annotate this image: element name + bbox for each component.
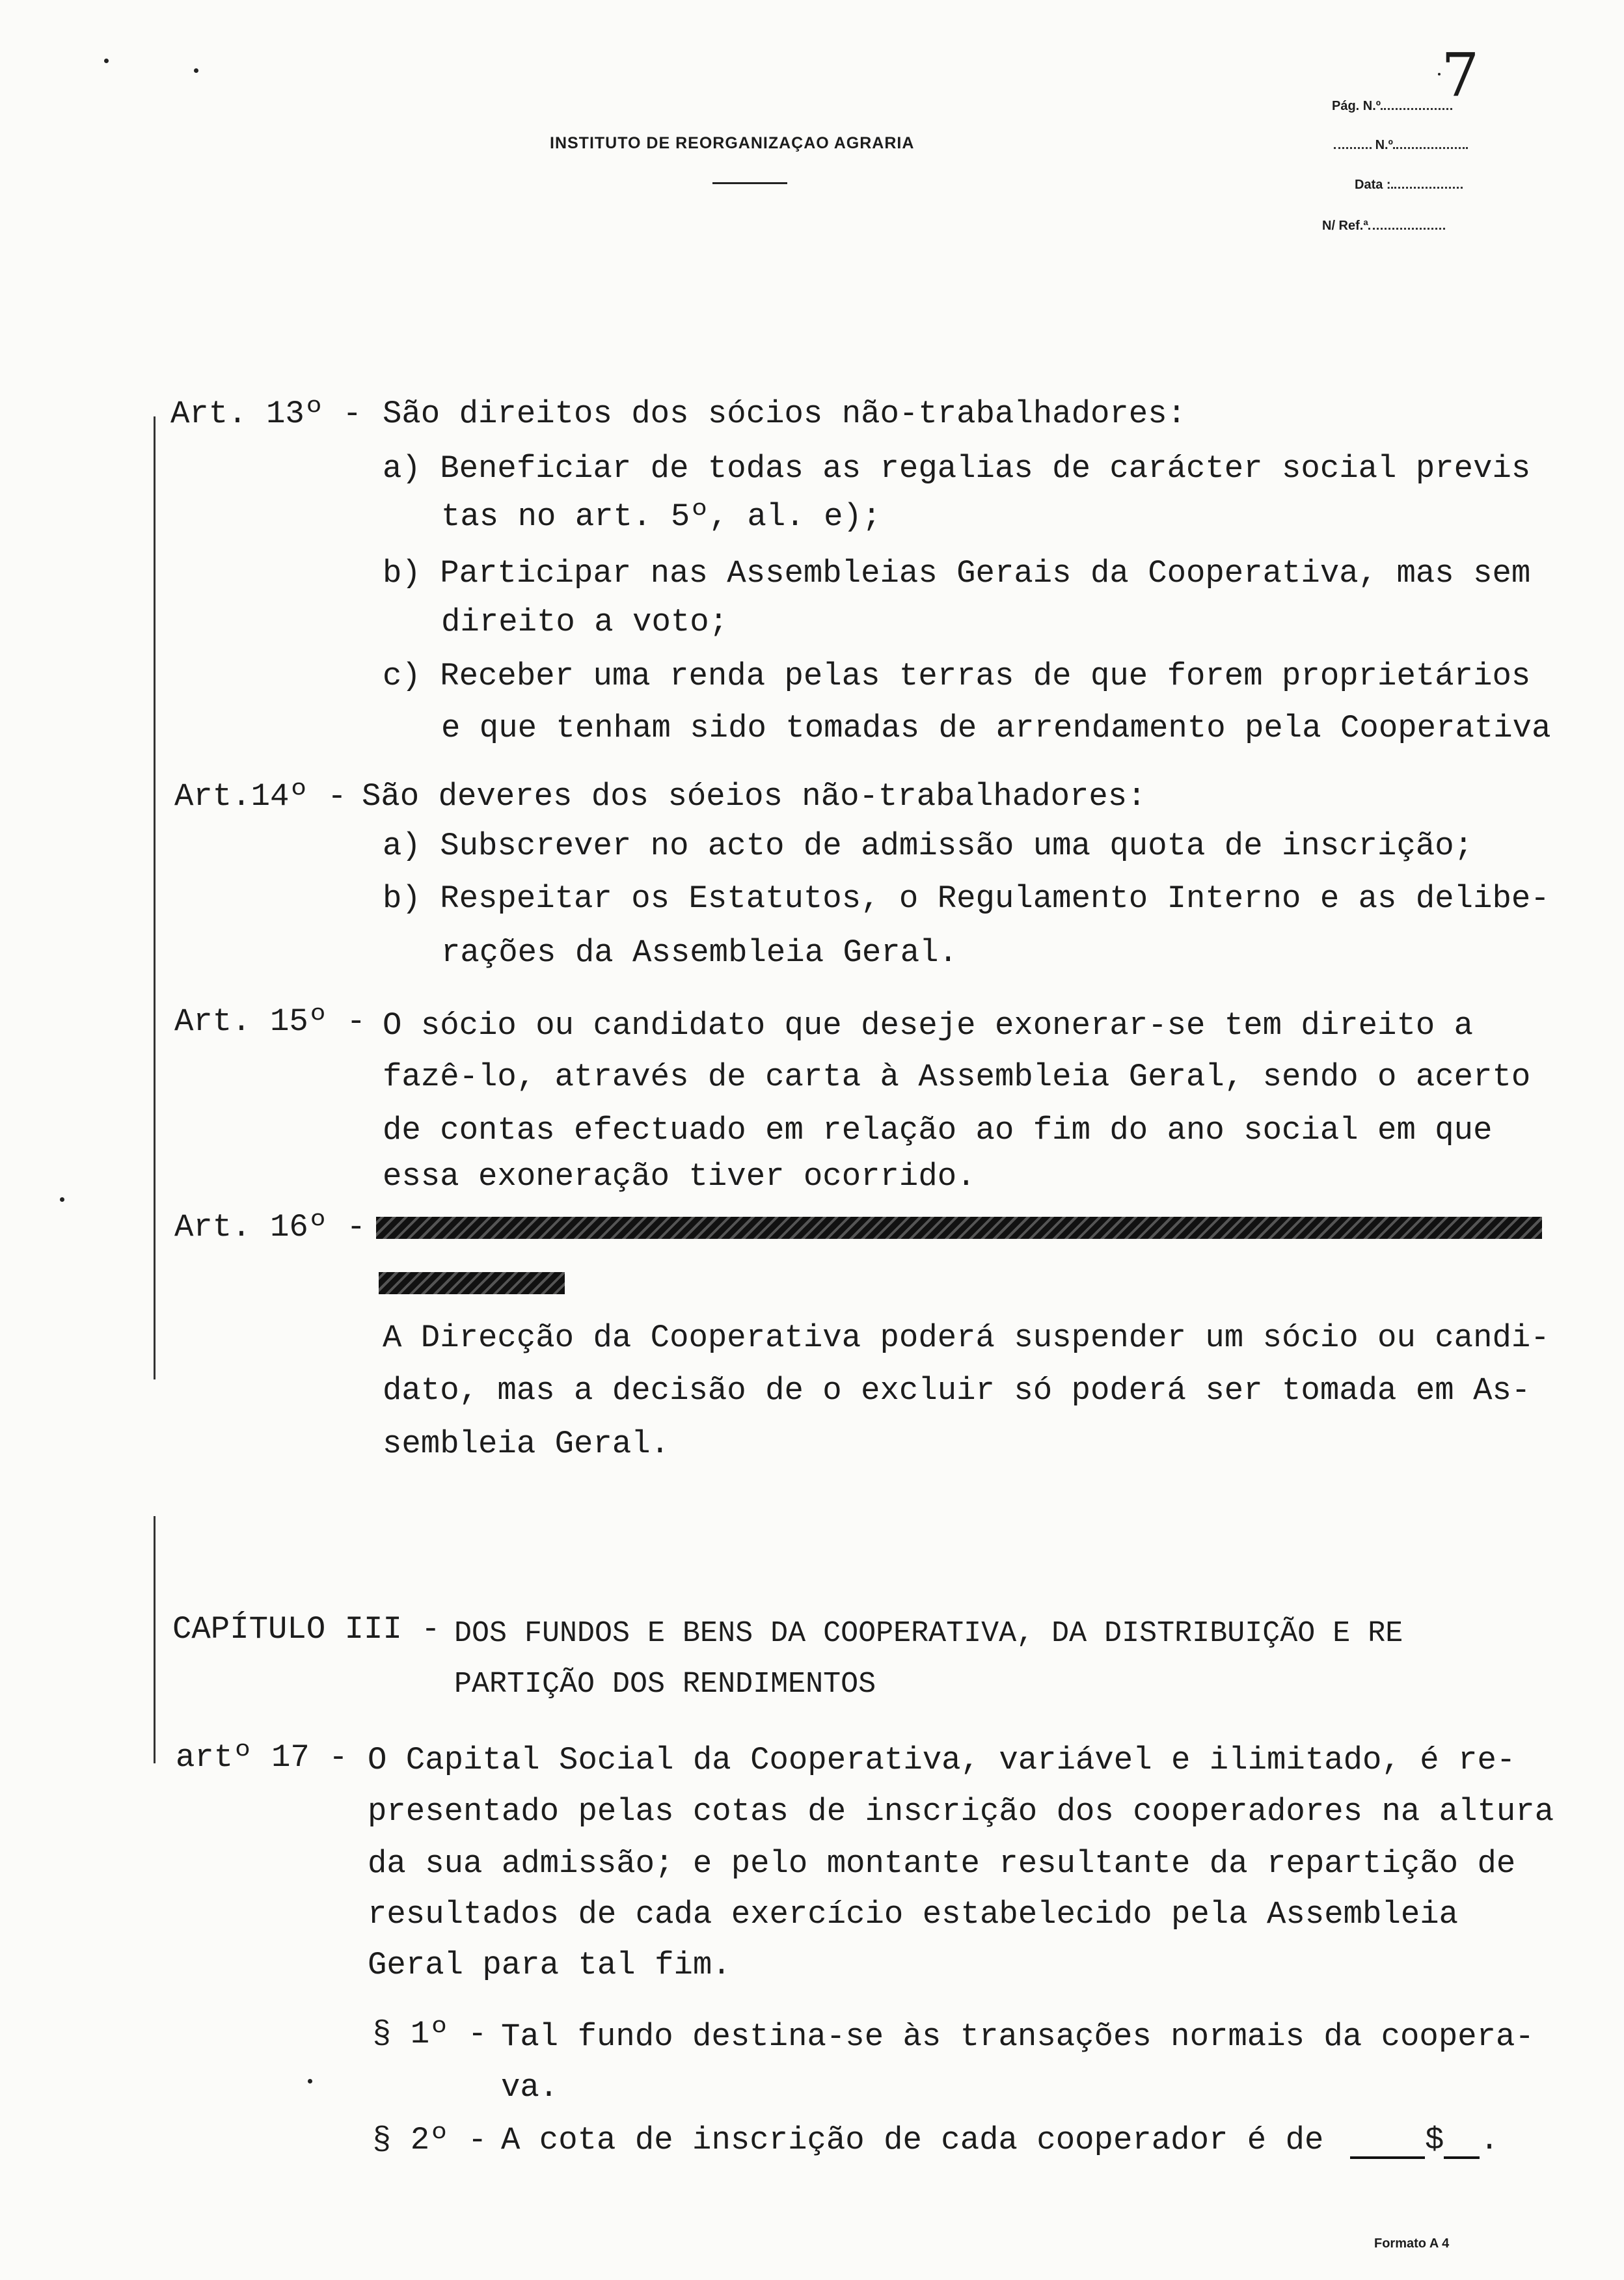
art14-heading: Art.14º - (174, 778, 347, 815)
art17-line2: presentado pelas cotas de inscrição dos cooperadores na altura (368, 1793, 1554, 1830)
art13-b-line2: direito a voto; (441, 604, 729, 640)
art16-heading: Art. 16º - (174, 1209, 366, 1245)
art14-intro: São deveres dos sóeios não-trabalhadores: (362, 778, 1146, 815)
art15-line2: fazê-lo, através de carta à Assembleia Geral, sendo o acerto (383, 1059, 1531, 1095)
number-label: N.º (1375, 138, 1393, 152)
art16-line2: dato, mas a decisão de o excluir só poderá ser tomada em As- (383, 1372, 1531, 1409)
page-number-value: 7 (1441, 40, 1480, 110)
art13-c-line1: c) Receber uma renda pelas terras de que forem proprietários (383, 658, 1531, 694)
art17-paragraph2-text: A cota de inscrição de cada cooperador é de (501, 2122, 1324, 2158)
scan-speck (104, 59, 109, 63)
scan-speck (60, 1197, 64, 1202)
art16-line1: A Direcção da Cooperativa poderá suspender um sócio ou candi- (383, 1320, 1550, 1356)
scan-speck (1438, 73, 1441, 75)
inscription-fee-blank (1350, 2124, 1499, 2159)
art17-paragraph1-mark: § 1º - (372, 2016, 487, 2052)
art13-heading: Art. 13º - (170, 396, 362, 432)
art17-heading: artº 17 - (176, 1739, 348, 1776)
reference-field (1322, 217, 1445, 234)
number-field (1334, 137, 1468, 153)
art15-heading: Art. 15º - (174, 1003, 366, 1040)
chapter-label: CAPÍTULO III - (172, 1611, 440, 1648)
art14-a-line1: a) Subscrever no acto de admissão uma quota de inscrição; (383, 828, 1474, 864)
art13-b-line1: b) Participar nas Assembleias Gerais da Cooperativa, mas sem (383, 555, 1531, 591)
art17-line1: O Capital Social da Cooperativa, variável e ilimitado, é re- (368, 1742, 1516, 1778)
art16-struck-text-2 (379, 1272, 565, 1294)
art15-line4: essa exoneração tiver ocorrido. (383, 1158, 976, 1195)
art13-a-line1: a) Beneficiar de todas as regalias de carácter social previs (383, 450, 1531, 487)
date-field (1355, 176, 1463, 193)
scan-speck (308, 2079, 312, 2083)
chapter-title-line2: PARTIÇÃO DOS RENDIMENTOS (454, 1668, 876, 1701)
page-number-label: Pág. N.º (1332, 99, 1381, 113)
chapter-title-line1: DOS FUNDOS E BENS DA COOPERATIVA, DA DISTRIBUIÇÃO E RE (454, 1617, 1403, 1650)
paper-format-note: Formato A 4 (1374, 2236, 1450, 2251)
art13-c-line2: e que tenham sido tomadas de arrendamento pela Cooperativa (441, 710, 1551, 746)
art17-line4: resultados de cada exercício estabelecido pela Assembleia (368, 1896, 1459, 1933)
art14-b-line1: b) Respeitar os Estatutos, o Regulamento Interno e as delibe- (383, 880, 1550, 917)
art17-line3: da sua admissão; e pelo montante resultante da repartição de (368, 1845, 1516, 1882)
margin-line-upper (154, 416, 156, 1379)
art16-line3: sembleia Geral. (383, 1426, 670, 1462)
struck-out-line-1 (376, 1217, 1542, 1239)
art14-b-line2: rações da Assembleia Geral. (441, 934, 958, 971)
art17-paragraph1-line2: va. (501, 2069, 559, 2106)
art15-line1: O sócio ou candidato que deseje exonerar-se tem direito a (383, 1007, 1474, 1044)
struck-out-line-2 (379, 1272, 565, 1294)
art13-a-line2: tas no art. 5º, al. e); (441, 498, 882, 535)
margin-line-lower (154, 1516, 156, 1763)
inscription-fee-currency: $ (1425, 2122, 1444, 2158)
letterhead-rule (712, 182, 787, 184)
art15-line3: de contas efectuado em relação ao fim do ano social em que (383, 1112, 1493, 1148)
art17-paragraph1-line1: Tal fundo destina-se às transações normais da coopera- (501, 2018, 1534, 2055)
art16-struck-text (376, 1217, 1542, 1239)
art17-line5: Geral para tal fim. (368, 1947, 731, 1983)
page-number-field (1332, 98, 1452, 114)
reference-label: N/ Ref.ª (1322, 219, 1368, 233)
art13-intro: São direitos dos sócios não-trabalhadores: (383, 396, 1187, 432)
institute-name: INSTITUTO DE REORGANIZAÇAO AGRARIA (550, 134, 915, 152)
scan-speck (194, 68, 198, 73)
art17-paragraph2-mark: § 2º - (372, 2122, 487, 2158)
date-label: Data : (1355, 178, 1391, 192)
inscription-fee-end: . (1480, 2122, 1499, 2158)
